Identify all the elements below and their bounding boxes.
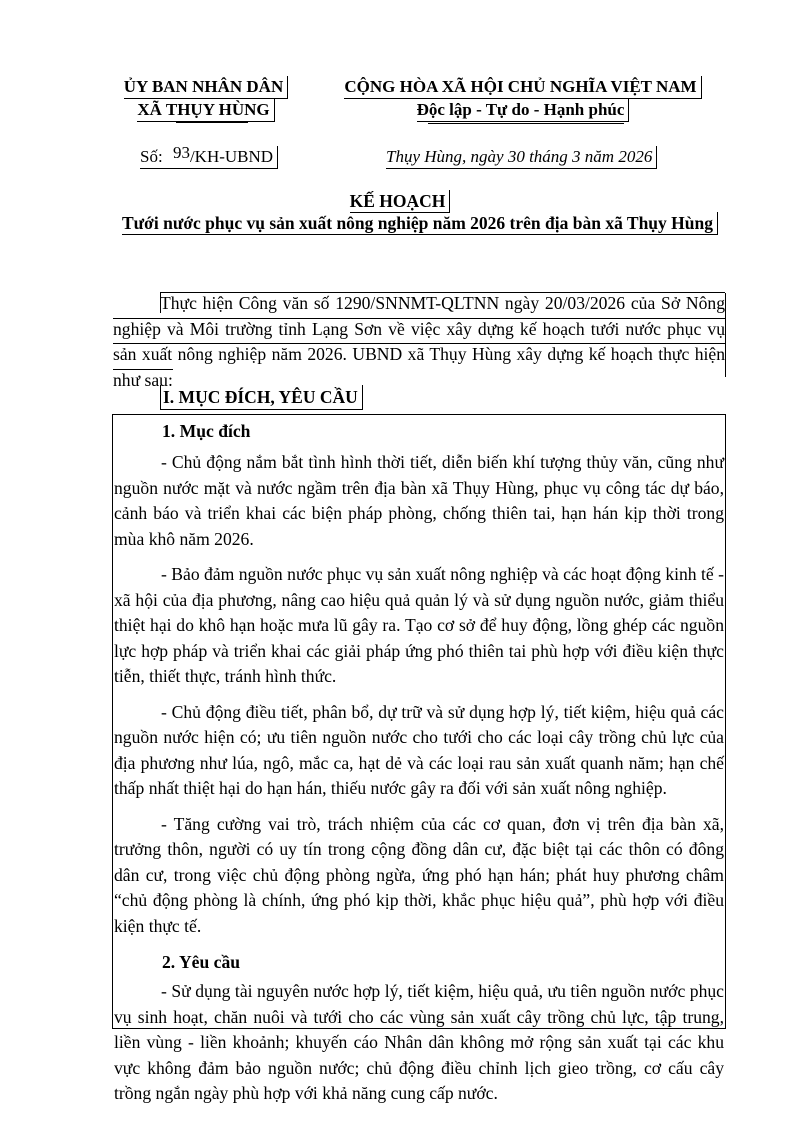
doc-number-suffix: /KH-UBND	[189, 147, 274, 166]
purpose-item-2: - Bảo đảm nguồn nước phục vụ sản xuất nông nghiệp và các hoạt động kinh tế - xã hội của địa phương, nâng cao hiệu quả quản lý và sử dụng nguồn nước, giảm thiểu thiệt hại do khô hạn hoặc mưa lũ gây ra. Tạo cơ sở để huy động, lồng ghép các nguồn lực hợp pháp và triển khai các giải pháp ứng phó thiên tai phù hợp với điều kiện thực tiễn, thiết thực, tránh hình thức.	[114, 564, 724, 686]
nation-line-1: CỘNG HÒA XÃ HỘI CHỦ NGHĨA VIỆT NAM	[344, 76, 701, 99]
nation-line-2: Độc lập - Tự do - Hạnh phúc	[417, 99, 630, 122]
intro-frame-right	[725, 293, 726, 377]
doc-number-label: Số:	[140, 147, 163, 166]
purpose-item-1: - Chủ động nắm bắt tình hình thời tiết, diễn biến khí tượng thủy văn, cũng như nguồn nước mặt và nước ngầm trên địa bàn xã Thụy Hùng, phục vụ công tác dự báo, cảnh báo và triển khai các biện pháp phòng, chống thiên tai, hạn hán kịp thời trong mùa khô năm 2026.	[114, 452, 724, 549]
agency-line-1: ỦY BAN NHÂN DÂN	[124, 76, 288, 99]
agency-underline	[176, 122, 248, 123]
agency-line-2: XÃ THỤY HÙNG	[137, 99, 274, 122]
requirements-item-1: - Sử dụng tài nguyên nước hợp lý, tiết kiệm, hiệu quả, ưu tiên nguồn nước phục vụ sinh hoạt, chăn nuôi và tưới cho các vùng sản xuất cây trồng chủ lực, tập trung, liền vùng - liền khoảnh; khuyến cáo Nhân dân không mở rộng sản xuất tại các khu vực không đảm bảo nguồn nước; chủ động điều chỉnh lịch gieo trồng, cơ cấu cây trồng ngắn ngày phù hợp với khả năng cung cấp nước.	[114, 981, 724, 1103]
issuing-agency	[118, 76, 294, 122]
section-1-title: I. MỤC ĐÍCH, YÊU CẦU	[160, 385, 363, 410]
purpose-item-3: - Chủ động điều tiết, phân bổ, dự trữ và sử dụng hợp lý, tiết kiệm, hiệu quả các nguồn nước hiện có; ưu tiên nguồn nước cho tưới cho các loại cây trồng chủ lực của địa phương như lúa, ngô, mắc ca, hạt dẻ và các loại rau sản xuất quanh năm; hạn chế thấp nhất thiệt hại do hạn hán, thiếu nước gây ra đối với sản xuất nông nghiệp.	[114, 701, 724, 798]
purpose-item-4: - Tăng cường vai trò, trách nhiệm của các cơ quan, đơn vị trên địa bàn xã, trưởng thôn, người có uy tín trong cộng đồng dân cư, đặc biệt tại các thôn có đông dân cư, trong việc chủ động phòng ngừa, ứng phó hạn hán; phát huy phương châm “chủ động phòng là chính, ứng phó kịp thời, khắc phục hiệu quả”, phù hợp với điều kiện thực tế.	[114, 813, 724, 936]
requirements-heading: 2. Yêu cầu	[162, 952, 241, 972]
national-motto	[330, 76, 716, 122]
purpose-heading: 1. Mục đích	[162, 421, 251, 441]
place-date-text: Thụy Hùng, ngày 30 tháng 3 năm 2026	[386, 146, 657, 169]
document-number	[140, 143, 278, 169]
section-1-heading	[160, 385, 363, 410]
purpose-section	[114, 418, 724, 1107]
intro-text: Thực hiện Công văn số 1290/SNNMT-QLTNN ngày 20/03/2026 của Sở Nông nghiệp và Môi trường tỉnh Lạng Sơn về việc xây dựng kế hoạch tưới nước phục vụ sản xuất nông nghiệp năm 2026. UBND xã Thụy Hùng xây dựng kế hoạch thực hiện như sau:	[113, 293, 725, 390]
motto-underline	[428, 123, 624, 124]
place-date	[386, 146, 657, 169]
doc-number-value: 93	[172, 143, 190, 162]
intro-frame-left	[160, 293, 161, 313]
title-subject: Tưới nước phục vụ sản xuất nông nghiệp năm 2026 trên địa bàn xã Thụy Hùng	[122, 212, 718, 235]
title-kind: KẾ HOẠCH	[350, 190, 451, 213]
document-title	[0, 190, 800, 213]
intro-paragraph	[113, 291, 727, 393]
document-subject	[0, 212, 800, 235]
